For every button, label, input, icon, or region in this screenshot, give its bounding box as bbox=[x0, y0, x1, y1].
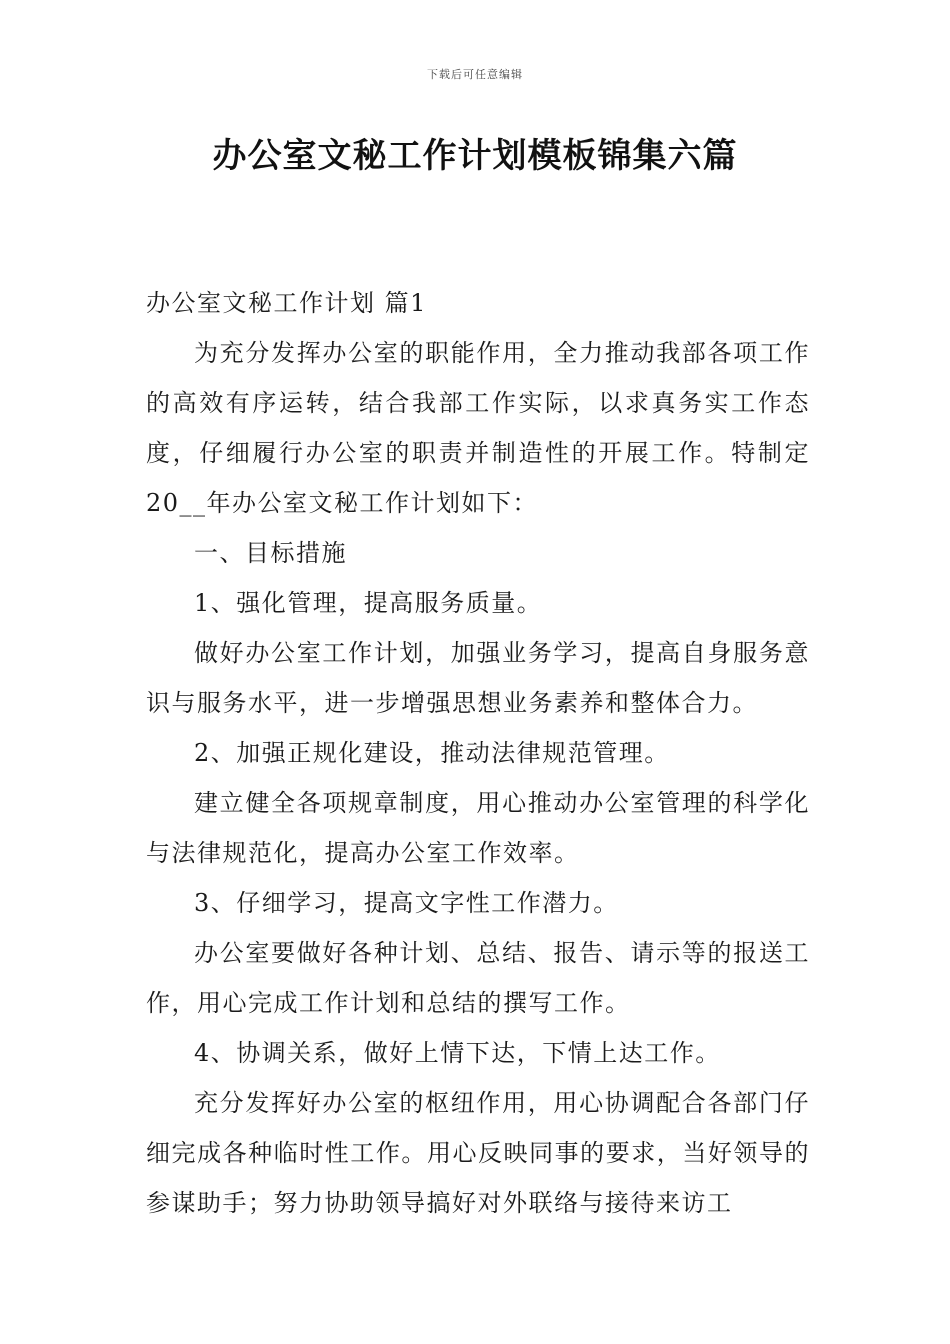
paragraph-item-3-heading: 3、仔细学习，提高文字性工作潜力。 bbox=[194, 889, 619, 917]
paragraph-item-1-heading: 1、强化管理，提高服务质量。 bbox=[194, 589, 543, 617]
paragraph-item-4-body: 充分发挥好办公室的枢纽作用，用心协调配合各部门仔细完成各种临时性工作。用心反映同事的要求，当好领导的参谋助手；努力协助领导搞好对外联络与接待来访工 bbox=[146, 1089, 810, 1217]
paragraph-item-3-body: 办公室要做好各种计划、总结、报告、请示等的报送工作，用心完成工作计划和总结的撰写工作。 bbox=[146, 939, 810, 1017]
document-body bbox=[146, 278, 810, 1228]
paragraph-item-1-body: 做好办公室工作计划，加强业务学习，提高自身服务意识与服务水平，进一步增强思想业务素养和整体合力。 bbox=[146, 639, 810, 717]
document-title: 办公室文秘工作计划模板锦集六篇 bbox=[212, 136, 738, 176]
paragraph-goals-heading: 一、目标措施 bbox=[194, 539, 347, 567]
paragraph-item-4-heading: 4、协调关系，做好上情下达，下情上达工作。 bbox=[194, 1039, 721, 1067]
paragraph-item-2-body: 建立健全各项规章制度，用心推动办公室管理的科学化与法律规范化，提高办公室工作效率。 bbox=[146, 789, 810, 867]
paragraph-intro: 为充分发挥办公室的职能作用，全力推动我部各项工作的高效有序运转，结合我部工作实际，以求真务实工作态度，仔细履行办公室的职责并制造性的开展工作。特制定20__年办公室文秘工作计划如下： bbox=[146, 339, 810, 517]
page-header-note: 下载后可任意编辑 bbox=[427, 68, 523, 81]
section-heading: 办公室文秘工作计划 篇1 bbox=[146, 289, 427, 317]
paragraph-item-2-heading: 2、加强正规化建设，推动法律规范管理。 bbox=[194, 739, 670, 767]
